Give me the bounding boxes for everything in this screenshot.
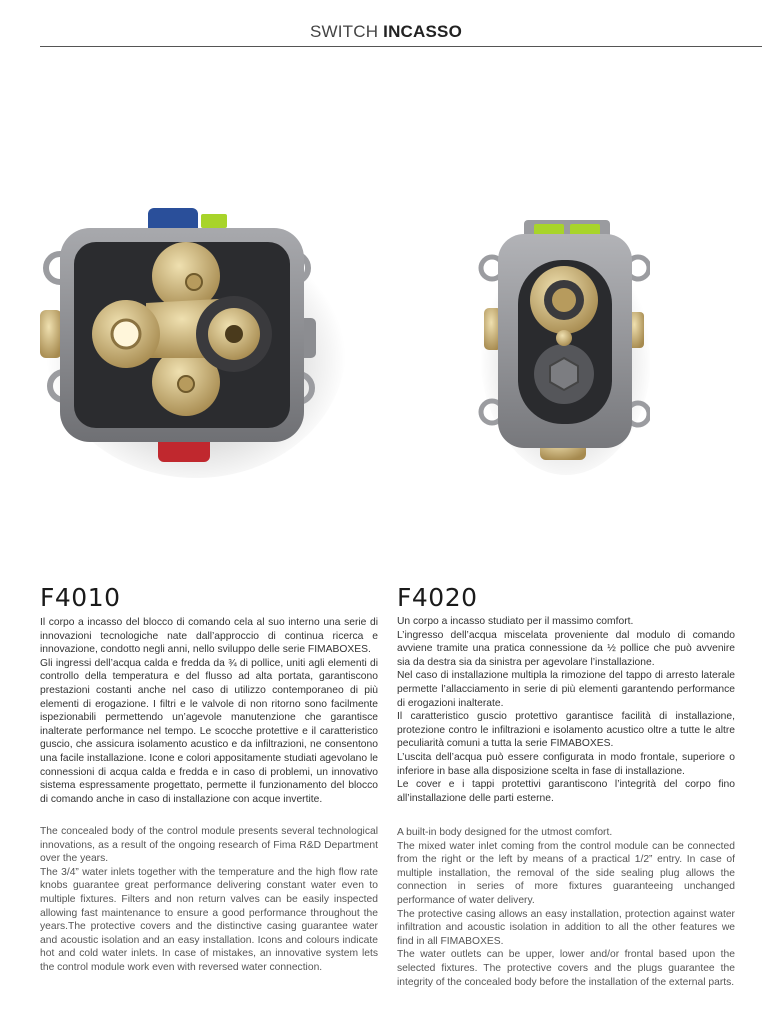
paragraph: Le cover e i tappi protettivi garantiscono l’integrità del corpo fino all’installazione delle parti esterne. (397, 779, 735, 804)
title-light: SWITCH (309, 22, 379, 41)
paragraph: The mixed water inlet coming from the control module can be connected from the right or the left by means of a practical 1/2” entry. In case of multiple installation, the removal of the side sealing plug allows the connection in series of more fixtures guaranteeing unchanged performance of water delivery. (397, 840, 735, 906)
paragraph: Il caratteristico guscio protettivo garantisce facilità di installazione, protezione contro le infiltrazioni e isolamento acustico oltre a tutte le altre peculiarità comuni a tutta la serie FIMABOXES. (397, 711, 735, 750)
paragraph: A built-in body designed for the utmost comfort. (397, 827, 613, 838)
paragraph: Il corpo a incasso del blocco di comando cela al suo interno una serie di innovazioni tecnologiche nate dall’approccio di continua ricerca e innovazione, condotto negli anni, nello sviluppo delle serie FIMABOXES. (40, 617, 378, 656)
paragraph: L’ingresso dell’acqua miscelata proveniente dal modulo di comando avviene tramite una pratica connessione da ½ pollice che può avvenire sia da destra sia da sinistra per agevolare l’installazione. (397, 629, 735, 668)
page-title (310, 22, 462, 42)
f4020-description-italian (397, 615, 735, 805)
f4010-product-image (36, 198, 348, 480)
paragraph: The 3/4” water inlets together with the temperature and the high flow rate knobs guarantee great performance delivering constant water even to multiple fixtures. Filters and non return valves can be easily inspected allowing fast maintenance to ensure a good performance throughout the years.The protective covers and the distinctive casing guarantee water and acoustic isolation and an easy installation. Icons and colours indicate hot and cold water inlets. In case of mistakes, an innovative system lets the control module work even with reversed water connection. (40, 866, 378, 973)
paragraph: The protective casing allows an easy installation, protection against water infiltration and acoustic isolation in addition to all the other features we find in all FIMABOXES. (397, 908, 735, 947)
page-header (40, 18, 762, 47)
paragraph: L’uscita dell’acqua può essere configurata in modo frontale, superiore o inferiore in base alla disposizione scelta in fase di installazione. (397, 751, 735, 777)
paragraph: Nel caso di installazione multipla la rimozione del tappo di arresto laterale permette l’allacciamento in serie di più elementi garantendo performance di erogazioni inalterate. (397, 670, 735, 709)
paragraph: Un corpo a incasso studiato per il massimo comfort. (397, 616, 634, 627)
f4010-model-name: F4010 (40, 583, 121, 612)
f4020-product-image (478, 216, 650, 478)
f4020-model-name: F4020 (397, 583, 478, 612)
paragraph: Gli ingressi dell’acqua calda e fredda da ¾ di pollice, uniti agli elementi di controllo della temperatura e del flusso ad alta portata, garantiscono prestazioni costanti anche nel caso di utilizzo contemporaneo di più elementi di erogazione. I filtri e le valvole di non ritorno sono facilmente ispezionabili permettendo un’agevole manutenzione che garantisce inalterate performance nel tempo. Le scocche protettive e il caratteristico guscio, che assicura isolamento acustico e da infiltrazioni, ne consentono una facile installazione. Icone e colori appositamente studiati agevolano le connessioni di acqua calda e fredda e in caso di problemi, un innovativo sistema espressamente progettato, permette il funzionamento del blocco di comando anche in caso di installazione con acque invertite. (40, 657, 378, 805)
f4010-description-english (40, 825, 378, 975)
paragraph: The water outlets can be upper, lower and/or frontal based upon the selected fixtures. The protective covers and the plugs guarantee the integrity of the concealed body before the installation of the external parts. (397, 949, 735, 988)
f4010-description-italian (40, 616, 378, 806)
title-bold: INCASSO (383, 22, 462, 41)
paragraph: The concealed body of the control module presents several technological innovations, as a result of the ongoing research of Fima R&D Department over the years. (40, 826, 378, 865)
f4020-description-english (397, 826, 735, 989)
